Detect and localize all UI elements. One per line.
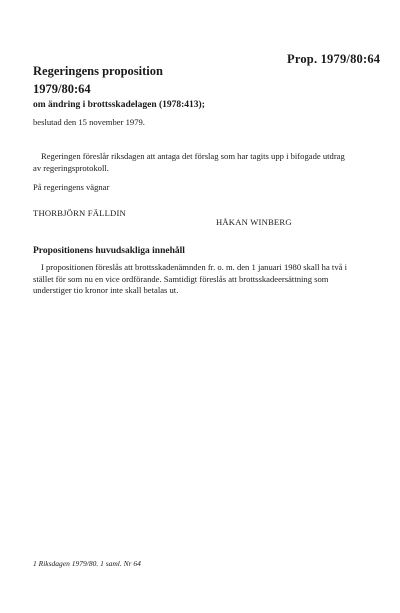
document-title: Regeringens proposition	[33, 64, 163, 78]
on-behalf-line: På regeringens vägnar	[33, 182, 110, 192]
proposition-number: Prop. 1979/80:64	[287, 52, 381, 66]
signer-prime-minister: THORBJÖRN FÄLLDIN	[33, 208, 126, 218]
summary-paragraph	[33, 262, 363, 297]
signer-minister: HÅKAN WINBERG	[216, 217, 292, 227]
page-footer: 1 Riksdagen 1979/80. 1 saml. Nr 64	[33, 559, 141, 568]
intro-paragraph	[33, 151, 353, 174]
document-number: 1979/80:64	[33, 82, 91, 96]
document-subject: om ändring i brottsskadelagen (1978:413);	[33, 100, 205, 110]
decision-date: beslutad den 15 november 1979.	[33, 117, 145, 127]
summary-paragraph-text: I propositionen föreslås att brottsskadenämnden fr. o. m. den 1 januari 1980 skall ha två i stället för som nu en vice ordförande. Samtidigt föreslås att brottsskadeersättning som understiger tio kronor inte skall betalas ut.	[33, 262, 347, 295]
summary-heading: Propositionens huvudsakliga innehåll	[33, 246, 185, 256]
intro-paragraph-text: Regeringen föreslår riksdagen att antaga det förslag som har tagits upp i bifogade utdrag av regeringsprotokoll.	[33, 151, 345, 173]
